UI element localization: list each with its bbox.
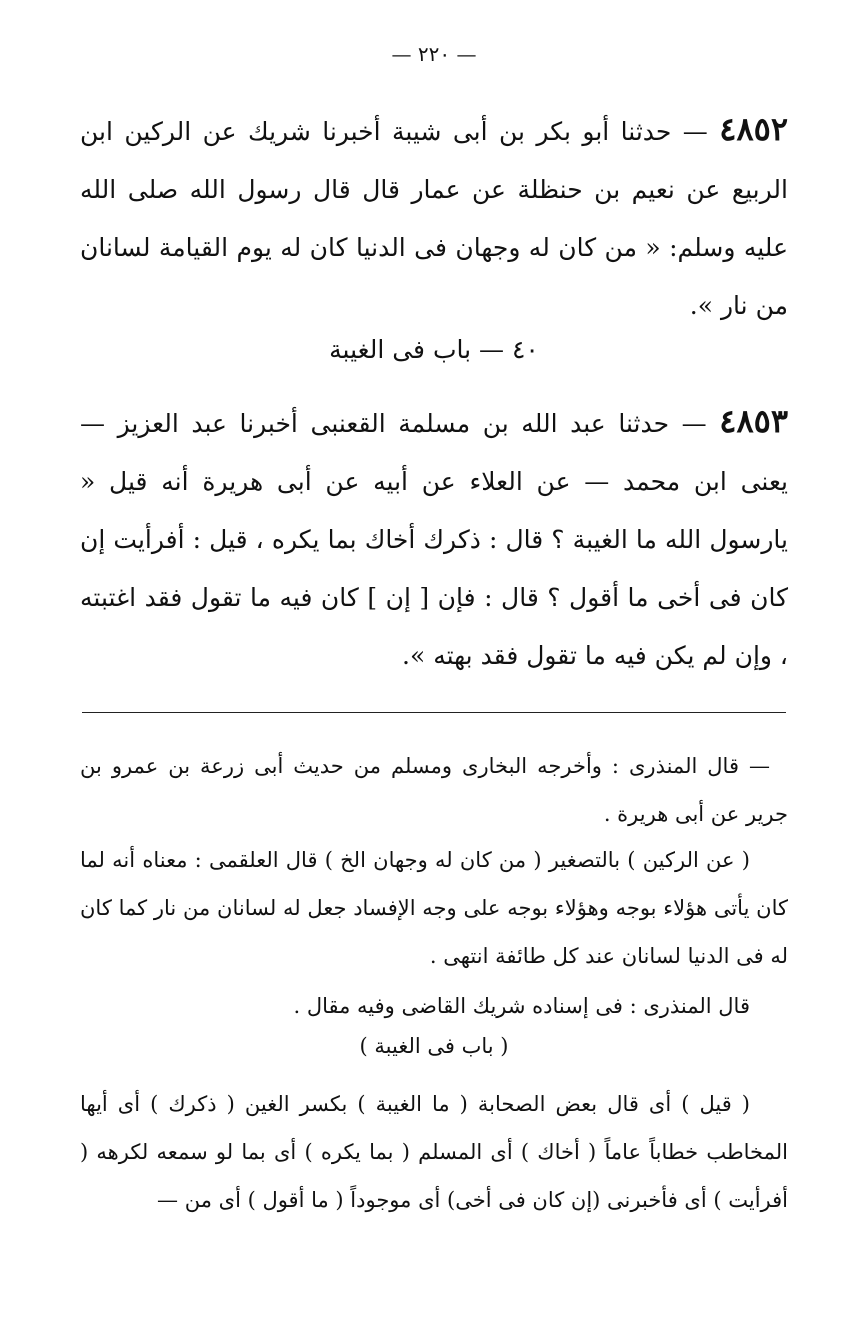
commentary-text: ( عن الركين ) بالتصغير ( من كان له وجهان الخ ) قال العلقمى : معناه أنه لما كان يأتى هؤلاء بوجه وهؤلاء بوجه على وجه الإفساد جعل له لسانان من نار كما كان له فى الدنيا لسانان عند كل طائفة انتهى . xyxy=(80,848,788,968)
commentary-text: قال المنذرى : فى إسناده شريك القاضى وفيه مقال . xyxy=(293,994,750,1018)
hadith-4852 xyxy=(80,100,788,335)
chapter-title: ٤٠ — باب فى الغيبة xyxy=(329,335,539,364)
commentary-text: ( قيل ) أى قال بعض الصحابة ( ما الغيبة ) بكسر الغين ( ذكرك ) أى أيها المخاطب خطاباً عاماً ( أخاك ) أى المسلم ( بما يكره ) أى بما لو سمعه لكرهه ( أفرأيت ) أى فأخبرنى (إن كان فى أخى) أى موجوداً ( ما أقول ) أى من — xyxy=(80,1092,788,1212)
hadith-4853 xyxy=(80,392,788,685)
commentary-paragraph xyxy=(80,742,788,838)
commentary-chapter-title: ( باب فى الغيبة ) xyxy=(359,1034,509,1058)
commentary-text: — قال المنذرى : وأخرجه البخارى ومسلم من حديث أبى زرعة بن عمرو بن جرير عن أبى هريرة . xyxy=(80,754,788,826)
hadith-text: — حدثنا أبو بكر بن أبى شيبة أخبرنا شريك عن الركين ابن الربيع عن نعيم بن حنظلة عن عمار قال قال رسول الله صلى الله عليه وسلم: « من كان له وجهان فى الدنيا كان له يوم القيامة لسانان من نار ». xyxy=(80,117,788,320)
hadith-number: ٤٨٥٢ xyxy=(719,110,788,148)
commentary-paragraph xyxy=(80,1080,788,1224)
commentary-paragraph xyxy=(80,982,788,1030)
commentary-paragraph xyxy=(80,836,788,980)
hadith-number: ٤٨٥٣ xyxy=(719,402,788,440)
footnote-divider xyxy=(82,712,786,713)
page-number: — ٢٢٠ — xyxy=(391,42,477,66)
hadith-text: — حدثنا عبد الله بن مسلمة القعنبى أخبرنا عبد العزيز — يعنى ابن محمد — عن العلاء عن أبيه عن أبى هريرة أنه قيل « يارسول الله ما الغيبة ؟ قال : ذكرك أخاك بما يكره ، قيل : أفرأيت إن كان فى أخى ما أقول ؟ قال : فإن [ إن ] كان فيه ما تقول فقد اغتبته ، وإن لم يكن فيه ما تقول فقد بهته ». xyxy=(80,409,788,670)
